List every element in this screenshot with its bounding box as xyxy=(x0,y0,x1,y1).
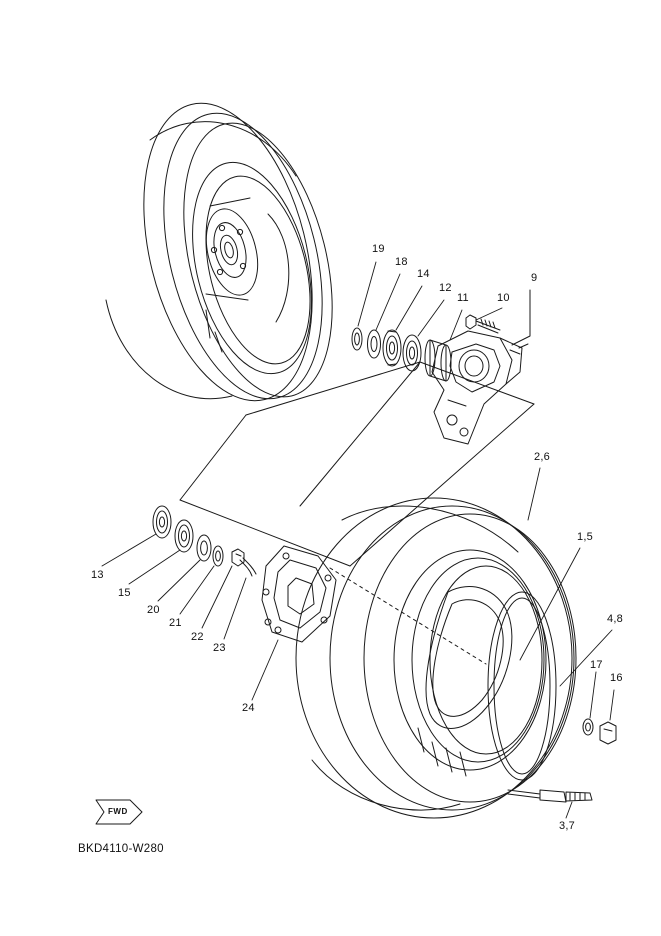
callout-21: 21 xyxy=(169,617,182,629)
leader-9 xyxy=(512,290,530,345)
callout-3-7: 3,7 xyxy=(559,820,575,832)
upper-wheel-rim xyxy=(173,150,332,386)
callout-11: 11 xyxy=(457,292,469,304)
callout-14: 14 xyxy=(417,268,430,280)
lower-wheel-rim xyxy=(394,550,546,776)
part-code-label: BKD4110-W280 xyxy=(78,843,164,855)
valve-cap-parts xyxy=(583,719,616,744)
valve-stem xyxy=(508,790,592,802)
callout-20: 20 xyxy=(147,604,160,616)
callout-19: 19 xyxy=(372,243,385,255)
upper-tire xyxy=(106,86,358,419)
callout-13: 13 xyxy=(91,569,104,581)
inner-tube xyxy=(488,592,556,780)
callout-23: 23 xyxy=(213,642,226,654)
callout-2-6: 2,6 xyxy=(534,451,550,463)
callout-17: 17 xyxy=(590,659,603,671)
callout-22: 22 xyxy=(191,631,204,643)
callout-10: 10 xyxy=(497,292,510,304)
callout-16: 16 xyxy=(610,672,623,684)
construction-lines xyxy=(180,362,534,566)
callout-15: 15 xyxy=(118,587,131,599)
callout-1-5: 1,5 xyxy=(577,531,593,543)
callout-12: 12 xyxy=(439,282,452,294)
callout-4-8: 4,8 xyxy=(607,613,623,625)
lower-tire xyxy=(296,498,576,818)
lower-left-hardware xyxy=(153,506,256,576)
callout-24: 24 xyxy=(242,702,255,714)
callout-9: 9 xyxy=(531,272,538,284)
axis-dotted xyxy=(330,568,486,664)
fwd-label: FWD xyxy=(108,807,128,816)
callout-18: 18 xyxy=(395,256,408,268)
